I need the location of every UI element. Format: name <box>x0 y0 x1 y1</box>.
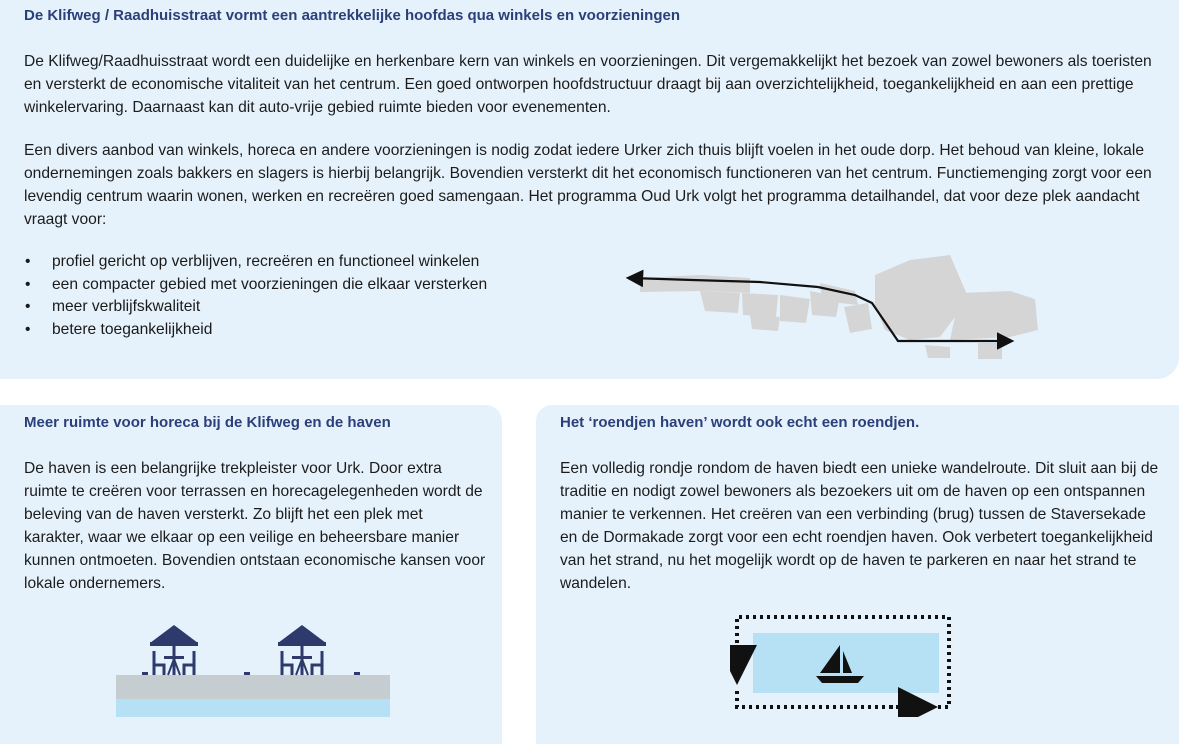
horeca-heading: Meer ruimte voor horeca bij de Klifweg en de haven <box>24 414 391 431</box>
bullet-list <box>24 251 487 341</box>
bullet-item: • meer verblijfskwaliteit <box>24 296 487 319</box>
bullet-item: • betere toegankelijkheid <box>24 319 487 342</box>
top-paragraph-1: De Klifweg/Raadhuisstraat wordt een duidelijke en herkenbare kern van winkels en voorzieningen. Dit vergemakkelijkt het bezoek van zowel bewoners als toeristen en versterkt de economische vitaliteit van het centrum. Een goed ontworpen hoofdstructuur draagt bij aan overzichtelijkheid, toegankelijkheid en aan een prettige winkelervaring. Daarnaast kan dit auto-vrije gebied ruimte bieden voor evenementen. <box>24 53 1152 116</box>
roendjen-panel <box>536 405 1179 744</box>
terrace-umbrella-icon <box>116 621 390 717</box>
harbor-loop-icon <box>730 611 956 717</box>
route-map-icon <box>610 245 1050 370</box>
horeca-panel <box>0 405 502 744</box>
roendjen-heading: Het ‘roendjen haven’ wordt ook echt een roendjen. <box>560 414 920 431</box>
bullet-item: • profiel gericht op verblijven, recreëren en functioneel winkelen <box>24 251 487 274</box>
top-paragraph-2: Een divers aanbod van winkels, horeca en andere voorzieningen is nodig zodat iedere Urker zich thuis blijft voelen in het oude dorp. Het behoud van kleine, lokale ondernemingen zoals bakkers en slagers is hierbij belangrijk. Bovendien versterkt dit het economisch functioneren van het centrum. Functiemenging zorgt voor een levendig centrum waarin wonen, werken en recreëren goed samengaan. Het programma Oud Urk volgt het programma detailhandel, dat voor deze plek aandacht vraagt voor: <box>24 142 1152 228</box>
roendjen-paragraph: Een volledig rondje rondom de haven biedt een unieke wandelroute. Dit sluit aan bij de traditie en nodigt zowel bewoners als bezoekers uit om de haven op een ontspannen manier te verkennen. Het creëren van een verbinding (brug) tussen de Staversekade en de Dormakade zorgt voor een echt roendjen haven. Ook verbetert toegankelijkheid van het strand, nu het mogelijk wordt op de haven te parkeren en naar het strand te wandelen. <box>560 460 1159 592</box>
bullet-item: • een compacter gebied met voorzieningen die elkaar versterken <box>24 274 487 297</box>
horeca-paragraph: De haven is een belangrijke trekpleister voor Urk. Door extra ruimte te creëren voor terrassen en horecagelegenheden wordt de beleving van de haven versterkt. Zo blijft het een plek met karakter, waar we elkaar op een veilige en beheersbare manier kunnen ontmoeten. Bovendien ontstaan economische kansen voor lokale ondernemers. <box>24 460 486 592</box>
top-heading: De Klifweg / Raadhuisstraat vormt een aantrekkelijke hoofdas qua winkels en voorzieningen <box>24 7 681 24</box>
